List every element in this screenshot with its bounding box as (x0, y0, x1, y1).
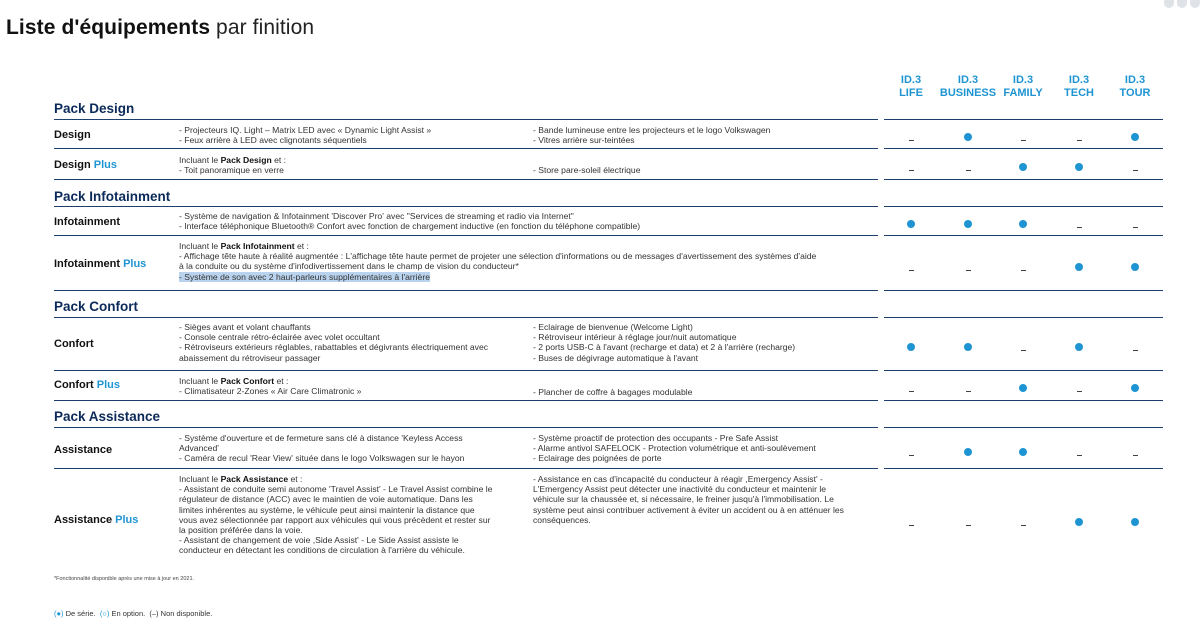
row-design-plus-features-right: - Store pare-soleil électrique (533, 165, 641, 175)
row-confort-plus-features-left: Incluant le Pack Confort et : - Climatisateur 2-Zones « Air Care Climatronic » (179, 376, 362, 397)
standard-dot-icon (1011, 379, 1035, 391)
row-design-features-left: - Projecteurs IQ. Light – Matrix LED avec « Dynamic Light Assist » - Feux arrière à LED avec clignotants séquentiels (179, 125, 432, 146)
not-available-dash-icon (1123, 338, 1147, 350)
page-title-rest: par finition (216, 16, 315, 39)
pack-title-design: Pack Design (54, 101, 135, 116)
row-label-design: Design (54, 129, 91, 141)
not-available-dash-icon (1011, 338, 1035, 350)
standard-dot-icon (1123, 128, 1147, 140)
standard-dot-icon (899, 215, 923, 227)
page-title (6, 16, 314, 40)
not-available-dash-icon (956, 379, 980, 391)
legend-standard-text: De série. (65, 609, 96, 618)
not-available-dash-icon (899, 158, 923, 170)
separator (884, 370, 1163, 371)
row-label-infotainment: Infotainment (54, 216, 120, 228)
separator (884, 427, 1163, 428)
separator (884, 119, 1163, 120)
separator (884, 148, 1163, 149)
legend-unavailable-symbol: (–) (149, 609, 159, 618)
row-label-infotainment-plus: Infotainment Plus (54, 258, 147, 270)
pack-title-infotainment: Pack Infotainment (54, 189, 171, 204)
separator (884, 317, 1163, 318)
not-available-dash-icon (1067, 379, 1091, 391)
not-available-dash-icon (1011, 128, 1035, 140)
column-header-business: ID.3 BUSINESS (939, 74, 997, 99)
separator (884, 468, 1163, 469)
row-confort-features-left: - Sièges avant et volant chauffants - Console centrale rétro-éclairée avec volet occultant - Rétroviseurs extérieurs réglables, rabattables et dégivrants électriquement avec abaissement du rétroviseur passager (179, 322, 489, 363)
separator (54, 179, 878, 180)
standard-dot-icon (1011, 158, 1035, 170)
not-available-dash-icon (1067, 215, 1091, 227)
row-label-design-plus: Design Plus (54, 159, 117, 171)
standard-dot-icon (956, 128, 980, 140)
separator (54, 400, 878, 401)
separator (54, 148, 878, 149)
not-available-dash-icon (956, 158, 980, 170)
not-available-dash-icon (899, 258, 923, 270)
not-available-dash-icon (1067, 128, 1091, 140)
standard-dot-icon (1067, 513, 1091, 525)
pack-title-confort: Pack Confort (54, 299, 139, 314)
standard-dot-icon (956, 443, 980, 455)
separator (54, 206, 878, 207)
row-confort-plus-features-right: - Plancher de coffre à bagages modulable (533, 387, 693, 397)
standard-dot-icon (956, 338, 980, 350)
row-assistance-features-left: - Système d'ouverture et de fermeture sans clé à distance 'Keyless Access Advanced' - Caméra de recul 'Rear View' située dans le logo Volkswagen sur le hayon (179, 433, 465, 464)
not-available-dash-icon (899, 513, 923, 525)
standard-dot-icon (1067, 258, 1091, 270)
legend-unavailable-text: Non disponible. (160, 609, 213, 618)
separator (884, 400, 1163, 401)
highlighted-text: - Système de son avec 2 haut-parleurs supplémentaires à l'arrière (179, 271, 430, 282)
row-infotainment-plus-features: Incluant le Pack Infotainment et : - Affichage tête haute à réalité augmentée : L'affichage tête haute permet de projeter une sélection d'informations ou de messages d'avertissement des systèmes d'aide à la conduite ou du système d'infodivertissement dans le champ de vision du conducteur* - Système de son avec 2 haut-parleurs supplémentaires à l'arrière (179, 241, 817, 282)
standard-dot-icon (956, 215, 980, 227)
separator (54, 317, 878, 318)
standard-dot-icon (1123, 258, 1147, 270)
not-available-dash-icon (1011, 258, 1035, 270)
row-confort-features-right: - Eclairage de bienvenue (Welcome Light) - Rétroviseur intérieur à réglage jour/nuit automatique - 2 ports USB-C à l'avant (recharge et data) et 2 à l'arrière (recharge) - Buses de dégivrage automatique à l'avant (533, 322, 796, 363)
separator (54, 427, 878, 428)
not-available-dash-icon (1123, 158, 1147, 170)
column-header-family: ID.3 FAMILY (1003, 74, 1043, 99)
row-assistance-features-right: - Système proactif de protection des occupants - Pre Safe Assist - Alarme antivol SAFELOCK - Protection volumétrique et anti-soulèvement - Eclairage des poignées de porte (533, 433, 816, 464)
standard-dot-icon (1123, 379, 1147, 391)
not-available-dash-icon (899, 443, 923, 455)
separator (54, 290, 878, 291)
not-available-dash-icon (1067, 443, 1091, 455)
separator (54, 468, 878, 469)
not-available-dash-icon (1011, 513, 1035, 525)
page-title-bold: Liste d'équipements (6, 16, 211, 39)
not-available-dash-icon (1123, 215, 1147, 227)
legend-option-text: En option. (111, 609, 146, 618)
row-label-assistance-plus: Assistance Plus (54, 514, 139, 526)
standard-dot-icon (1011, 215, 1035, 227)
column-header-tech: ID.3 TECH (1064, 74, 1094, 99)
pack-title-assistance: Pack Assistance (54, 409, 161, 424)
row-design-plus-features-left: Incluant le Pack Design et : - Toit panoramique en verre (179, 155, 287, 176)
separator (884, 290, 1163, 291)
not-available-dash-icon (956, 258, 980, 270)
separator (54, 235, 878, 236)
column-header-life: ID.3 LIFE (899, 74, 923, 99)
standard-dot-icon (1011, 443, 1035, 455)
column-header-tour: ID.3 TOUR (1119, 74, 1151, 99)
separator (884, 179, 1163, 180)
standard-dot-icon (1067, 338, 1091, 350)
separator (884, 235, 1163, 236)
separator (884, 206, 1163, 207)
row-infotainment-features: - Système de navigation & Infotainment 'Discover Pro' avec "Services de streaming et radio via Internet" - Interface téléphonique Bluetooth® Confort avec fonction de chargement inductive (en fonction du téléphone compatible) (179, 211, 641, 232)
legend-standard-symbol: (●) (54, 609, 64, 618)
not-available-dash-icon (956, 513, 980, 525)
standard-dot-icon (1123, 513, 1147, 525)
legend (54, 609, 212, 618)
not-available-dash-icon (899, 128, 923, 140)
footnote: *Fonctionnalité disponible après une mise à jour en 2021. (54, 576, 195, 582)
separator (54, 119, 878, 120)
row-label-confort-plus: Confort Plus (54, 379, 121, 391)
row-design-features-right: - Bande lumineuse entre les projecteurs et le logo Volkswagen - Vitres arrière sur-teintées (533, 125, 771, 146)
not-available-dash-icon (1123, 443, 1147, 455)
standard-dot-icon (1067, 158, 1091, 170)
row-label-assistance: Assistance (54, 444, 113, 456)
corner-decoration (1164, 0, 1200, 8)
row-assistance-plus-features-left: Incluant le Pack Assistance et : - Assistant de conduite semi autonome 'Travel Assist' - Le Travel Assist combine le régulateur de distance (ACC) avec le maintien de voie automatique. Dans les limites inhérentes au système, le véhicule peut ainsi maintenir la distance que vous avez sélectionnée par rapport aux véhicules qui vous précèdent et rester sur la position préférée dans la voie. - Assistant de changement de voie ,Side Assist' - Le Side Assist assiste le conducteur en détectant les conditions de circulation à l'arrière du véhicule. (179, 474, 493, 556)
separator (54, 370, 878, 371)
row-label-confort: Confort (54, 338, 94, 350)
standard-dot-icon (899, 338, 923, 350)
row-assistance-plus-features-right: - Assistance en cas d'incapacité du conducteur à réagir ,Emergency Assist' - L'Emergency Assist peut détecter une inactivité du conducteur et maintenir le véhicule sur la chaussée et, si nécessaire, le freiner jusqu'à l'immobilisation. Le système peut ainsi contribuer activement à éviter un accident ou à en atténuer les conséquences. (533, 474, 844, 525)
not-available-dash-icon (899, 379, 923, 391)
legend-option-symbol: (○) (99, 609, 110, 618)
